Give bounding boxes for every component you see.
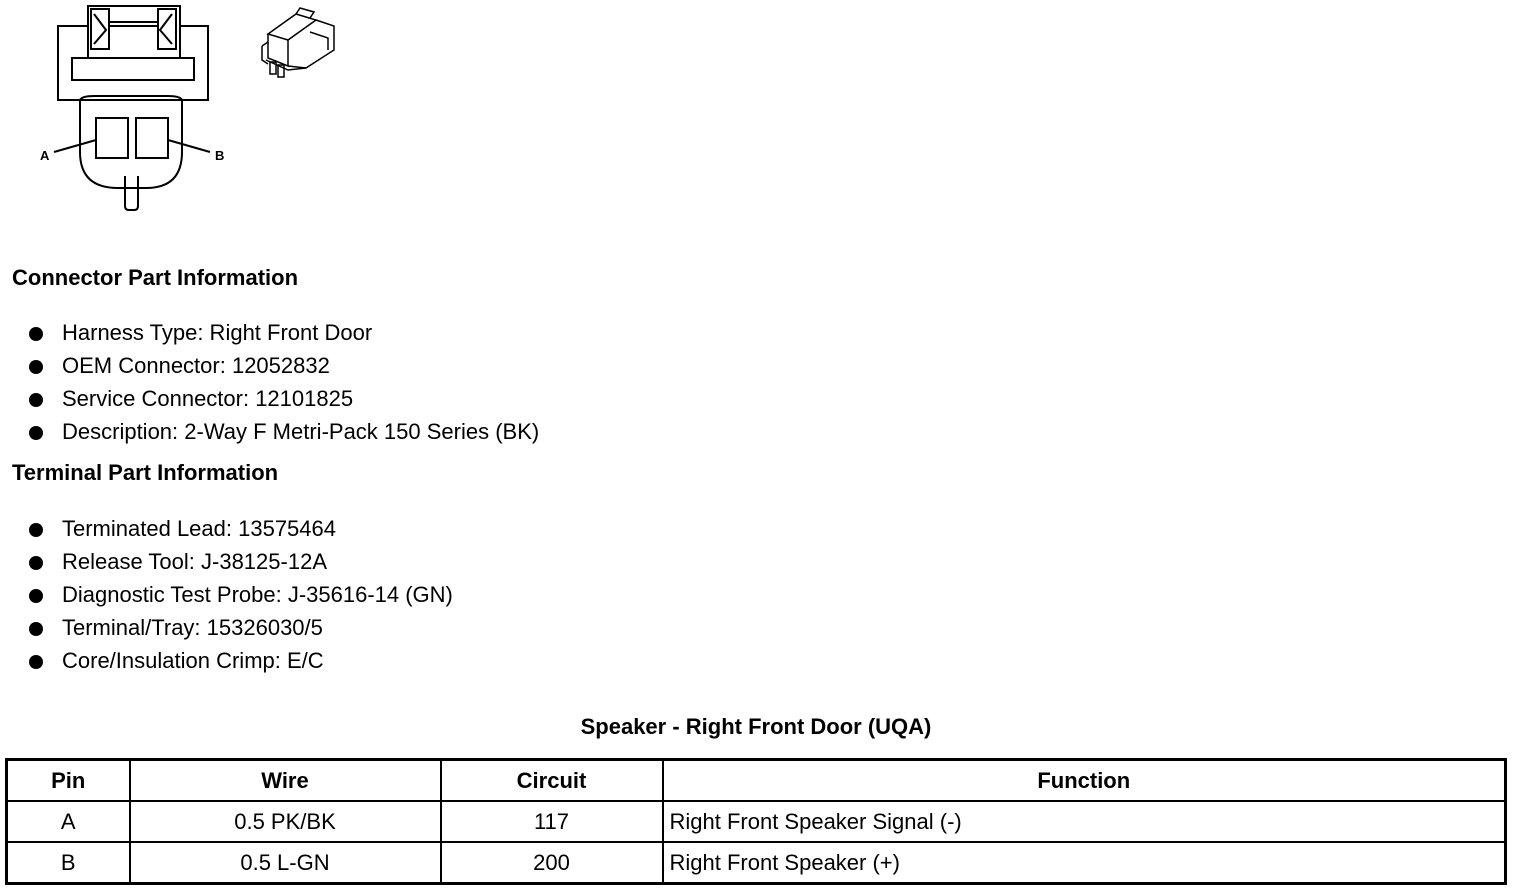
cell-circuit: 200 (441, 842, 663, 884)
column-header-wire: Wire (130, 760, 441, 802)
cell-wire: 0.5 PK/BK (130, 801, 441, 842)
column-header-function: Function (663, 760, 1506, 802)
cell-wire: 0.5 L-GN (130, 842, 441, 884)
terminal-info-list (28, 516, 453, 681)
bullet-icon (29, 360, 43, 374)
bullet-icon (29, 622, 43, 636)
bullet-icon (29, 327, 43, 341)
connector-info-heading: Connector Part Information (12, 265, 299, 290)
bullet-icon (29, 556, 43, 570)
connector-face-diagram (36, 0, 236, 215)
bullet-icon (29, 426, 43, 440)
list-item: Core/Insulation Crimp: E/C (28, 648, 453, 681)
connector-isometric-image (258, 6, 342, 86)
pin-table (5, 758, 1507, 885)
list-item: Description: 2-Way F Metri-Pack 150 Series (BK) (28, 419, 539, 452)
cell-function: Right Front Speaker Signal (-) (663, 801, 1506, 842)
list-item: OEM Connector: 12052832 (28, 353, 539, 386)
terminal-info-heading: Terminal Part Information (12, 460, 279, 485)
pin-label-a: A (40, 148, 50, 163)
cell-function: Right Front Speaker (+) (663, 842, 1506, 884)
column-header-pin: Pin (7, 760, 130, 802)
list-item: Terminated Lead: 13575464 (28, 516, 453, 549)
bullet-icon (29, 589, 43, 603)
list-item: Terminal/Tray: 15326030/5 (28, 615, 453, 648)
pin-label-b: B (215, 148, 225, 163)
table-title: Speaker - Right Front Door (UQA) (580, 714, 932, 739)
table-header-row (7, 760, 1506, 802)
list-item: Release Tool: J-38125-12A (28, 549, 453, 582)
bullet-icon (29, 523, 43, 537)
table-row (7, 842, 1506, 884)
list-item: Diagnostic Test Probe: J-35616-14 (GN) (28, 582, 453, 615)
bullet-icon (29, 655, 43, 669)
bullet-icon (29, 393, 43, 407)
cell-circuit: 117 (441, 801, 663, 842)
list-item: Harness Type: Right Front Door (28, 320, 539, 353)
connector-info-list (28, 320, 539, 452)
cell-pin: B (7, 842, 130, 884)
table-row (7, 801, 1506, 842)
list-item: Service Connector: 12101825 (28, 386, 539, 419)
cell-pin: A (7, 801, 130, 842)
column-header-circuit: Circuit (441, 760, 663, 802)
